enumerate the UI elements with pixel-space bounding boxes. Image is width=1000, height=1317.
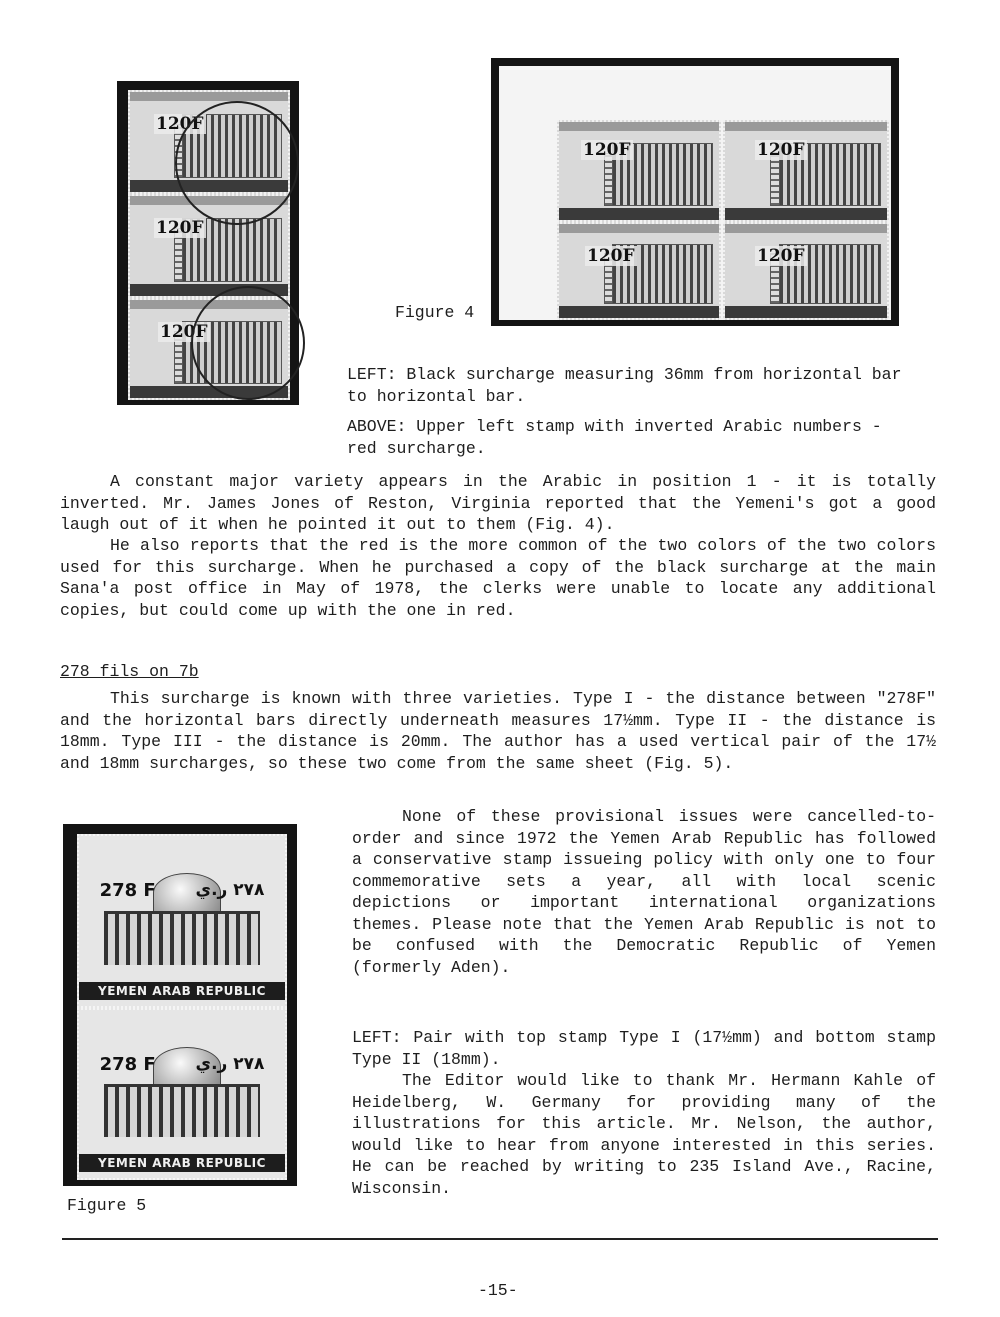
surcharge-label: 120F (757, 140, 805, 160)
section-heading: 278 fils on 7b (60, 662, 199, 681)
stamp-pair-photo (63, 824, 297, 1186)
surcharge-label: 278 F (99, 1053, 156, 1075)
block-stamp-bottom-left (557, 222, 721, 320)
surcharge-label: 120F (156, 218, 204, 238)
surcharge-label: 278 F (99, 880, 156, 902)
paragraph-variety: A constant major variety appears in the Arabic in position 1 - it is totally inverted. Mr. James Jones of Reston, Virginia reported that the Yemeni's got a good laugh out of it when he pointed it out to them (Fig. 4). (60, 472, 936, 534)
footer-rule (62, 1238, 938, 1240)
figure-4-label: Figure 4 (395, 303, 475, 322)
paragraph-varieties: This surcharge is known with three varieties. Type I - the distance between "278F" and the horizontal bars directly underneath measures 17½mm. Type II - the distance is 18mm. Type III - the distance is 20mm. The author has a used vertical pair of the 17½ and 18mm surcharges, so these two come from the same sheet (Fig. 5). (60, 689, 936, 773)
caption-above: ABOVE: Upper left stamp with inverted Arabic numbers - red surcharge. (347, 417, 882, 458)
surcharge-label: 120F (587, 246, 635, 266)
figure-5-label: Figure 5 (67, 1196, 147, 1215)
surcharge-label: 120F (583, 140, 631, 160)
arabic-value: ٢٧٨ ر.ي (195, 1053, 265, 1074)
caption-left: LEFT: Black surcharge measuring 36mm from horizontal bar to horizontal bar. (347, 365, 902, 406)
page-number: -15- (478, 1281, 518, 1300)
paragraph-acknowledgement: The Editor would like to thank Mr. Hermann Kahle of Heidelberg, W. Germany for providing many of the illustrations for this article. Mr. Nelson, the author, would like to hear from anyone interested in this series. He can be reached by writing to 235 Island Ave., Racine, Wisconsin. (352, 1071, 936, 1198)
pair-stamp-top (77, 834, 287, 1008)
paragraph-provisional: None of these provisional issues were cancelled-to-order and since 1972 the Yemen Arab Republic has followed a conservative stamp issueing policy with only one to four commemorative sets a year, all with local scenic depictions or important international organizations themes. Please note that the Yemen Arab Republic is not to be confused with the Democratic Republic of Yemen (formerly Aden). (352, 807, 936, 977)
stamp-block-photo (491, 58, 899, 326)
arabic-value: ٢٧٨ ر.ي (195, 880, 265, 901)
postmark-circle (191, 286, 305, 400)
stamp-strip-photo (117, 81, 299, 405)
surcharge-label: 120F (757, 246, 805, 266)
pair-stamp-bottom (77, 1008, 287, 1180)
postmark-circle (175, 101, 299, 225)
block-stamp-top-right (723, 120, 889, 222)
country-name: YEMEN ARAB REPUBLIC (79, 982, 285, 1000)
block-stamp-top-left (557, 120, 721, 222)
sheet-margin (499, 66, 891, 320)
country-name: YEMEN ARAB REPUBLIC (79, 1154, 285, 1172)
surcharge-label: 120F (156, 114, 204, 134)
caption-figure-5: LEFT: Pair with top stamp Type I (17½mm) and bottom stamp Type II (18mm). (352, 1028, 936, 1069)
paragraph-red-surcharge: He also reports that the red is the more common of the two colors of the two colors used for this surcharge. When he purchased a copy of the black surcharge at the main Sana'a post office in May of 1978, the clerks were unable to locate any additional copies, but could come up with the one in red. (60, 536, 936, 620)
surcharge-label: 120F (160, 322, 208, 342)
block-stamp-bottom-right (723, 222, 889, 320)
